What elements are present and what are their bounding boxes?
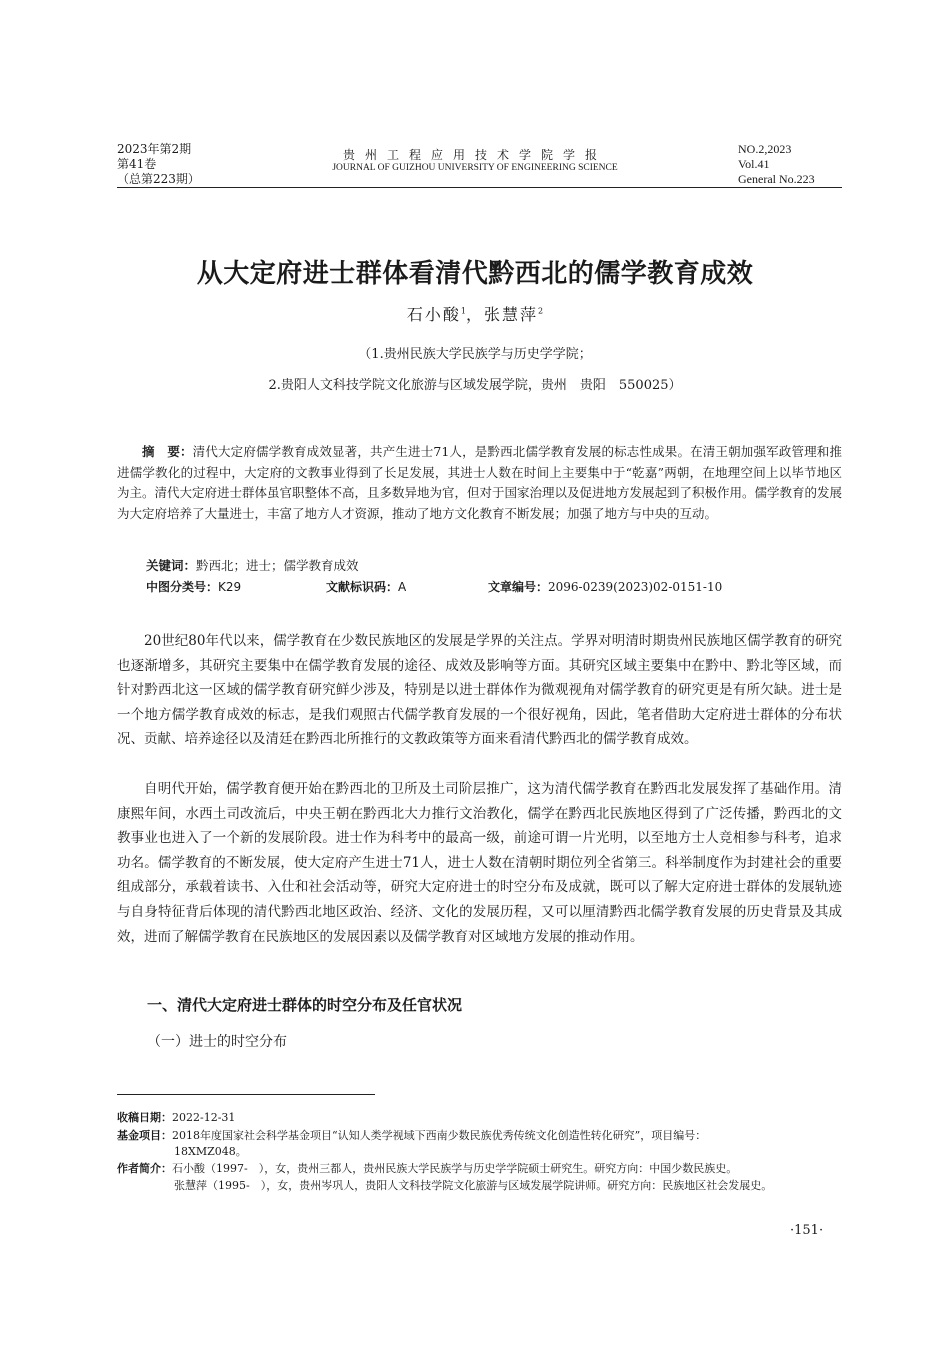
fund-label: 基金项目： <box>117 1129 172 1142</box>
article-number-value: 2096-0239(2023)02-0151-10 <box>548 580 723 594</box>
affiliation-1: （1.贵州民族大学民族学与历史学学院； <box>358 347 592 362</box>
header-divider <box>117 187 842 188</box>
author-1: 石小酸 <box>406 305 461 324</box>
abstract-text: 清代大定府儒学教育成效显著，共产生进士71人，是黔西北儒学教育发展的标志性成果。在清王朝加强军政管理和推进儒学教化的过程中，大定府的文教事业得到了长足发展，其进士人数在时间上主要集中于“乾嘉”两朝，在地理空间上以毕节地区为主。清代大定府进士群体虽官职整体不高，且多数异地为官，但对于国家治理以及促进地方发展起到了积极作用。儒学教育的发展为大定府培养了大量进士，丰富了地方人才资源，推动了地方文化教育不断发展；加强了地方与中央的互动。 <box>117 444 843 521</box>
keywords-text: 黔西北；进士；儒学教育成效 <box>196 558 359 573</box>
article-number-label: 文章编号： <box>488 580 549 594</box>
author-separator: ， <box>465 305 484 324</box>
article-title: 从大定府进士群体看清代黔西北的儒学教育成效 <box>196 259 754 289</box>
author-2: 张慧萍 <box>484 305 539 324</box>
received-date: 2022-12-31 <box>172 1111 236 1124</box>
keywords-label: 关键词： <box>146 558 197 573</box>
clc-label: 中图分类号： <box>146 580 219 594</box>
volume-cn: 第41卷 <box>117 157 157 171</box>
doc-code-value: A <box>398 580 407 594</box>
abstract-label: 摘 要： <box>142 444 193 459</box>
fund-text: 2018年度国家社会科学基金项目“认知人类学视域下西南少数民族优秀传统文化创造性转化研究”，项目编号： <box>172 1129 707 1142</box>
clc-number <box>146 578 241 595</box>
doc-code-label: 文献标识码： <box>326 580 399 594</box>
issue-cn: 2023年第2期 <box>117 142 192 156</box>
header-issue-info <box>117 142 200 187</box>
journal-name <box>300 146 650 173</box>
body-paragraph-1: 20世纪80年代以来，儒学教育在少数民族地区的发展是学界的关注点。学界对明清时期贵州民族地区儒学教育的研究也逐渐增多，其研究主要集中在儒学教育发展的途径、成效及影响等方面。其研究区域主要集中在黔中、黔北等区域，而针对黔西北这一区域的儒学教育研究鲜少涉及，特别是以进士群体作为微观视角对儒学教育的研究更是有所欠缺。进士是一个地方儒学教育成效的标志，是我们观照古代儒学教育发展的一个很好视角，因此，笔者借助大定府进士群体的分布状况、贡献、培养途径以及清廷在黔西北所推行的文教政策等方面来看清代黔西北的儒学教育成效。 <box>117 633 842 748</box>
fund-text-continued: 18XMZ048。 <box>174 1145 247 1158</box>
footnote-received <box>117 1110 842 1125</box>
footnote-divider <box>117 1094 375 1095</box>
article-number <box>488 578 722 595</box>
author-bio-label: 作者简介： <box>117 1162 172 1175</box>
footnote-author-1 <box>117 1161 842 1176</box>
author-1-affil-mark: 1 <box>460 306 466 316</box>
total-issue-cn: （总第223期） <box>117 172 200 186</box>
journal-name-en: JOURNAL OF GUIZHOU UNIVERSITY OF ENGINEERING SCIENCE <box>332 163 618 173</box>
general-no-en: General No.223 <box>738 172 815 186</box>
clc-value: K29 <box>218 580 242 594</box>
issue-en: NO.2,2023 <box>738 142 792 156</box>
author-line <box>100 302 850 325</box>
body-paragraph-2: 自明代开始，儒学教育便开始在黔西北的卫所及土司阶层推广，这为清代儒学教育在黔西北发展发挥了基础作用。清康熙年间，水西土司改流后，中央王朝在黔西北大力推行文治教化，儒学在黔西北民族地区得到了广泛传播，黔西北的文教事业也进入了一个新的发展阶段。进士作为科考中的最高一级，前途可谓一片光明，以至地方士人竞相参与科考，追求功名。儒学教育的不断发展，使大定府产生进士71人，进士人数在清朝时期位列全省第三。科举制度作为封建社会的重要组成部分，承载着读书、入仕和社会活动等，研究大定府进士的时空分布及成就，既可以了解大定府进士群体的发展轨迹与自身特征背后体现的清代黔西北地区政治、经济、文化的发展历程，又可以厘清黔西北儒学教育发展的历史背景及其成效，进而了解儒学教育在民族地区的发展因素以及儒学教育对区域地方发展的推动作用。 <box>117 781 842 945</box>
section-heading-1: 一、清代大定府进士群体的时空分布及任官状况 <box>147 996 463 1014</box>
footnote-fund <box>117 1128 842 1143</box>
received-label: 收稿日期： <box>117 1111 172 1124</box>
author-2-bio: 张慧萍（1995- ），女，贵州岑巩人，贵阳人文科技学院文化旅游与区域发展学院讲师。研究方向：民族地区社会发展史。 <box>174 1179 773 1192</box>
author-1-bio: 石小酸（1997- ），女，贵州三都人，贵州民族大学民族学与历史学学院硕士研究生。研究方向：中国少数民族史。 <box>172 1162 738 1175</box>
document-code <box>326 578 406 595</box>
page-number: ·151· <box>790 1223 824 1238</box>
header-issue-info-en <box>738 142 815 187</box>
abstract <box>117 442 842 524</box>
journal-name-cn: 贵州工程应用技术学院学报 <box>342 148 607 162</box>
author-2-affil-mark: 2 <box>538 306 544 316</box>
affiliation-2: 2.贵阳人文科技学院文化旅游与区域发展学院，贵州 贵阳 550025） <box>268 378 682 393</box>
subsection-heading-1: （一）进士的时空分布 <box>147 1034 287 1050</box>
keywords <box>146 556 359 574</box>
volume-en: Vol.41 <box>738 157 770 171</box>
